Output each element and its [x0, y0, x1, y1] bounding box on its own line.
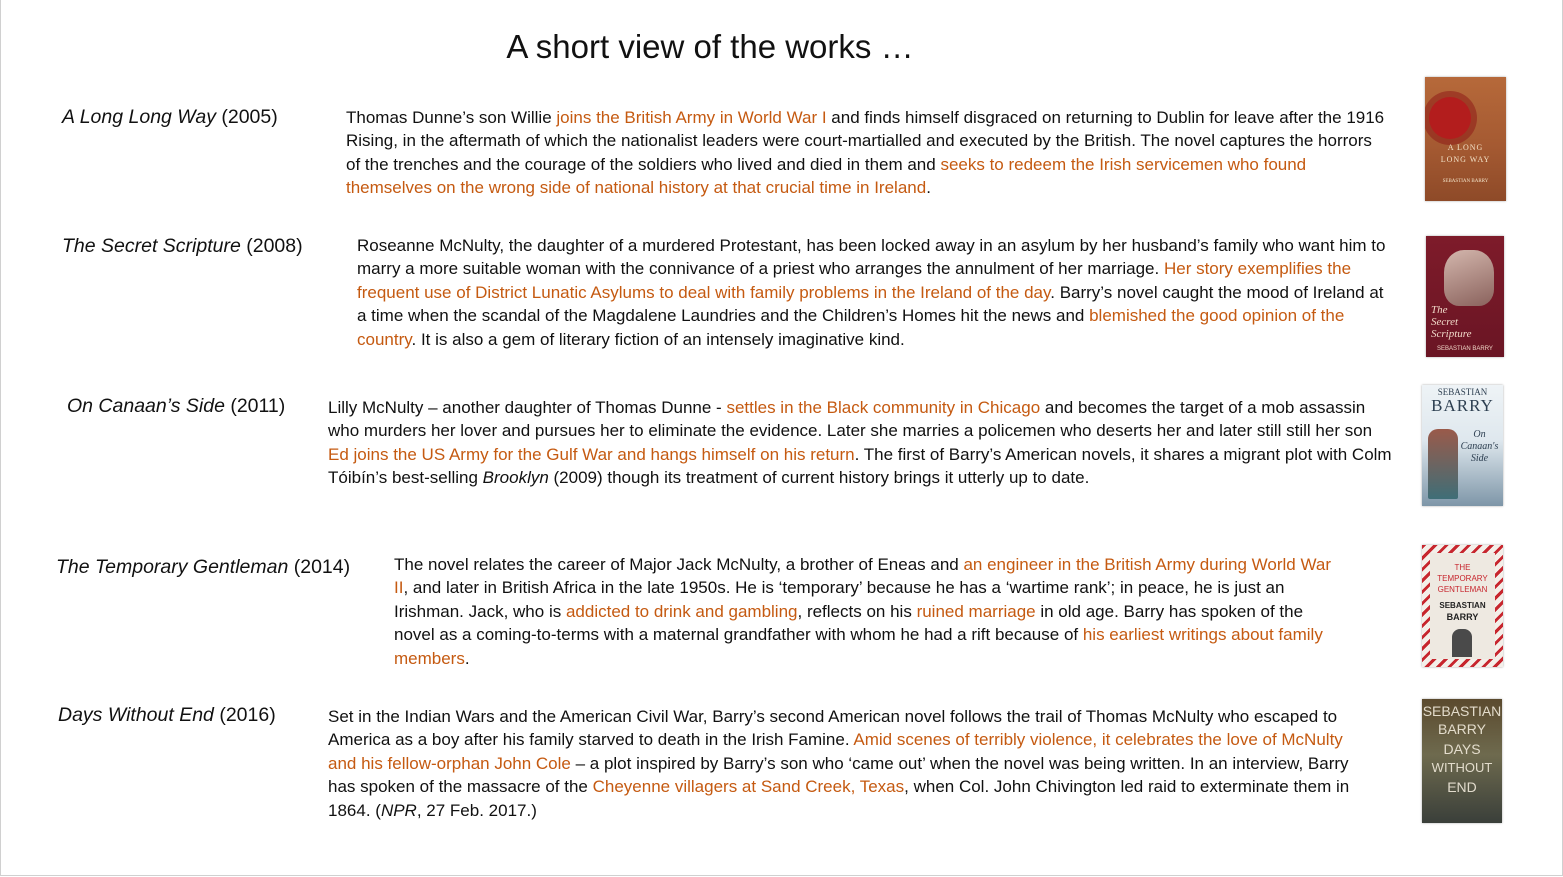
work-year: (2008)	[246, 235, 303, 257]
book-cover-the-secret-scripture	[1426, 236, 1504, 357]
cover-title-line: Side	[1470, 453, 1489, 464]
work-description	[394, 553, 1339, 670]
figure-image	[1428, 429, 1458, 499]
cover-title-line: END	[1447, 779, 1477, 795]
cover-author: BARRY	[1438, 721, 1486, 737]
description-text: .	[926, 178, 931, 198]
work-description	[328, 396, 1393, 490]
description-text: Lilly McNulty – another daughter of Thomas Dunne -	[328, 398, 727, 417]
work-title-on-canaans-side	[67, 395, 285, 418]
description-text: , 27 Feb. 2017.)	[416, 800, 537, 820]
cover-title-line: GENTLEMAN	[1437, 585, 1488, 594]
work-title-text: A Long Long Way	[62, 106, 216, 128]
work-year: (2005)	[221, 106, 278, 128]
book-cover-on-canaans-side	[1422, 385, 1503, 506]
highlighted-text: his earliest writings about family members	[394, 625, 1323, 668]
work-title-text: The Temporary Gentleman	[56, 556, 289, 578]
work-description	[328, 705, 1368, 822]
description-text: The novel relates the career of Major Jack McNulty, a brother of Eneas and	[394, 555, 964, 574]
work-title-days-without-end	[58, 704, 276, 727]
description-text: . Barry’s novel caught the mood of Ireland at a time when the scandal of the Magdalene Laundries and the Children’s Homes hit the news and	[357, 282, 1384, 326]
description-text: Thomas Dunne’s son Willie	[346, 108, 557, 127]
slide-title: A short view of the works …	[506, 28, 914, 65]
work-title-text: Days Without End	[58, 704, 214, 726]
work-title-the-secret-scripture	[62, 235, 303, 258]
cover-title-line: DAYS	[1443, 741, 1481, 757]
cover-title-line: The	[1431, 304, 1448, 316]
cover-author: BARRY	[1446, 612, 1479, 622]
cover-title-line: LONG WAY	[1440, 155, 1491, 164]
highlighted-text: joins the British Army in World War I	[556, 108, 827, 127]
description-text: . The first of Barry’s American novels, it shares a migrant plot with Colm Tóibín’s best-selling	[328, 444, 1392, 488]
description-text: and finds himself disgraced on returning to Dublin for leave after the 1916 Rising, in the aftermath of which the nationalist leaders were court-martialled and executed by the British. The novel captures the horrors of the trenches and the courage of the soldiers who lived and died in them and	[346, 108, 1385, 174]
cover-title-line: THE	[1454, 563, 1471, 572]
highlighted-text: Cheyenne villagers at Sand Creek, Texas	[592, 777, 905, 797]
figure-image	[1452, 629, 1472, 657]
work-description	[346, 106, 1386, 200]
description-text: Roseanne McNulty, the daughter of a murdered Protestant, has been locked away in an asylum by her husband’s family who want him to marry a more suitable woman with the connivance of a priest who arranges the annulment of her marriage.	[357, 236, 1386, 279]
description-text: , and later in British Africa in the late 1950s. He is ‘temporary’ because he has a ‘wartime rank’; in peace, he is just an Irishman. Jack, who is	[394, 578, 1285, 621]
description-text: NPR	[380, 800, 417, 820]
cover-title-line: TEMPORARY	[1437, 574, 1488, 583]
cover-author-first: SEBASTIAN	[1422, 703, 1502, 719]
highlighted-text: Amid scenes of terribly violence, it celebrates the love of McNulty and his fellow-orphan John Cole	[328, 730, 1343, 773]
book-cover-days-without-end	[1422, 699, 1502, 823]
cover-title-line: A LONG	[1447, 143, 1484, 152]
cover-author: SEBASTIAN BARRY	[1437, 346, 1493, 352]
highlighted-text: Her story exemplifies the frequent use of District Lunatic Asylums to deal with family problems in the Ireland of the day	[357, 259, 1352, 302]
cover-author: BARRY	[1431, 396, 1494, 415]
cover-author: SEBASTIAN BARRY	[1442, 179, 1489, 184]
cover-title-line: Scripture	[1431, 328, 1472, 340]
description-text: Brooklyn	[482, 468, 549, 488]
description-text: , reflects on his	[797, 601, 917, 621]
highlighted-text: ruined marriage	[916, 601, 1036, 621]
book-cover-the-temporary-gentleman	[1422, 545, 1503, 667]
description-text: (2009) though its treatment of current history brings it utterly up to date.	[548, 468, 1090, 488]
description-text: in old age. Barry has spoken of the novel as a coming-to-terms with a maternal grandfather with whom he had a rift because of	[394, 601, 1304, 645]
portrait-image	[1444, 250, 1494, 306]
cover-title-line: Canaan's	[1460, 441, 1499, 452]
book-cover-a-long-long-way	[1425, 77, 1506, 201]
cover-author-first: SEBASTIAN	[1437, 387, 1488, 397]
work-title-a-long-long-way	[62, 106, 278, 129]
work-year: (2016)	[219, 704, 276, 726]
description-text: and becomes the target of a mob assassin who murders her lover and pursues her to eliminate the evidence. Later she marries a policemen who deserts her and later still still her son	[328, 398, 1373, 441]
cover-title-line: Secret	[1431, 316, 1459, 328]
work-year: (2014)	[293, 556, 351, 578]
highlighted-text: seeks to redeem the Irish servicemen who found themselves on the wrong side of national history at that crucial time in Ireland	[346, 154, 1307, 198]
work-title-the-temporary-gentleman	[56, 556, 350, 579]
highlighted-text: settles in the Black community in Chicago	[726, 398, 1041, 417]
description-text: . It is also a gem of literary fiction of an intensely imaginative kind.	[411, 329, 905, 349]
work-title-text: On Canaan’s Side	[67, 395, 225, 417]
highlighted-text: Ed joins the US Army for the Gulf War and hangs himself on his return	[328, 444, 855, 464]
work-description	[357, 234, 1387, 351]
cover-author-first: SEBASTIAN	[1439, 601, 1486, 610]
cover-title-line: On	[1473, 429, 1486, 440]
description-text: – a plot inspired by Barry’s son who ‘came out’ when the novel was being written. In an interview, Barry has spoken of the massacre of the	[328, 753, 1349, 797]
cover-title-line: WITHOUT	[1431, 760, 1493, 775]
description-text: , when Col. John Chivington led raid to exterminate them in 1864. (	[328, 777, 1350, 820]
highlighted-text: blemished the good opinion of the country	[357, 306, 1345, 349]
poppy-image	[1429, 97, 1471, 139]
work-year: (2011)	[230, 395, 286, 417]
description-text: Set in the Indian Wars and the American Civil War, Barry’s second American novel follows the trail of Thomas McNulty who escaped to America as a boy after his family starved to death in the Irish Famine.	[328, 707, 1338, 750]
work-title-text: The Secret Scripture	[62, 235, 241, 257]
highlighted-text: addicted to drink and gambling	[565, 601, 798, 621]
description-text: .	[464, 648, 470, 668]
highlighted-text: an engineer in the British Army during World War II	[394, 555, 1332, 598]
